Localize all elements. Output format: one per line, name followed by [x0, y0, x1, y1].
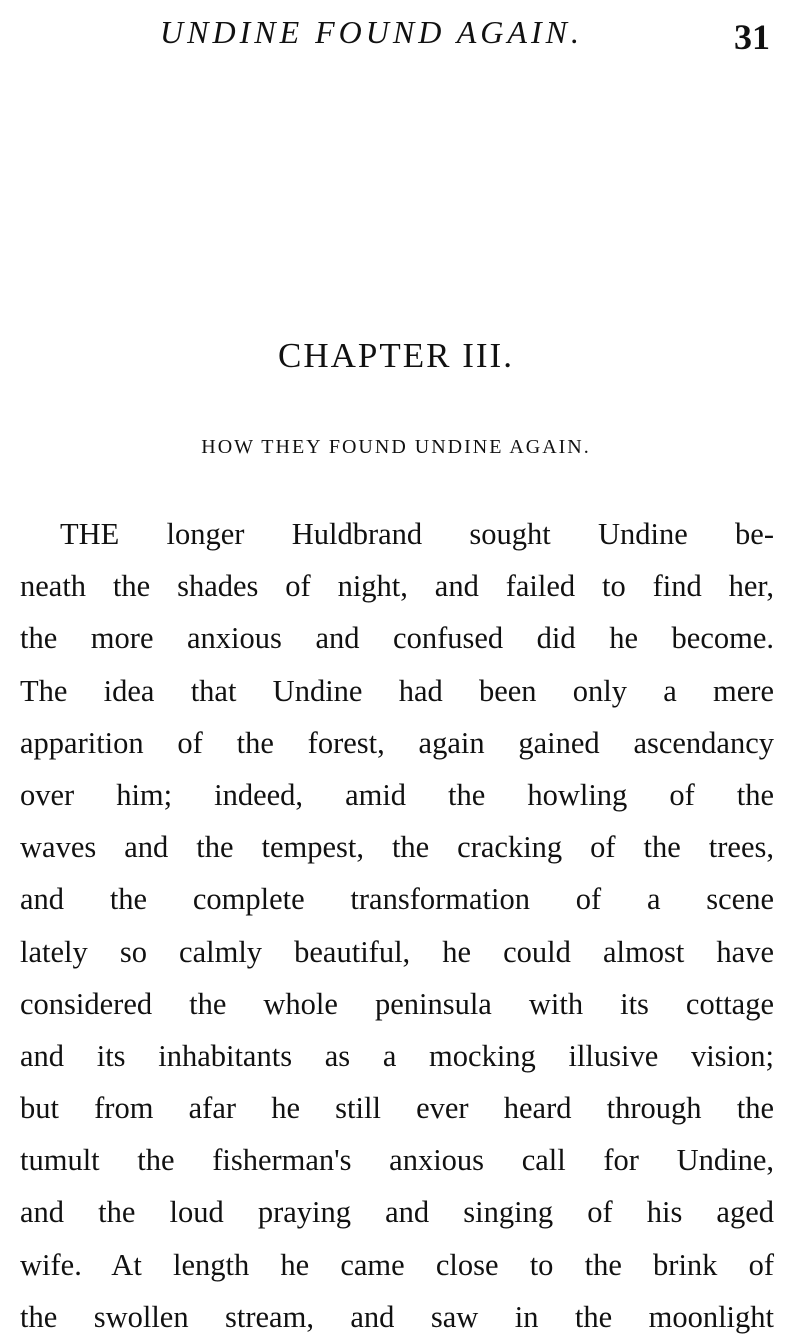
- text-line: waves and the tempest, the cracking of the trees,: [20, 830, 774, 865]
- running-head: [0, 14, 792, 58]
- text-line: and the loud praying and singing of his aged: [20, 1195, 774, 1230]
- text-line: lately so calmly beautiful, he could almost have: [20, 934, 774, 969]
- text-line: apparition of the forest, again gained ascendancy: [20, 725, 774, 760]
- page-number: 31: [734, 17, 770, 57]
- chapter-subtitle: HOW THEY FOUND UNDINE AGAIN.: [201, 436, 591, 458]
- text-line: the more anxious and confused did he become.: [20, 621, 774, 656]
- text-line: The idea that Undine had been only a mere: [20, 673, 774, 708]
- text-line: wife. At length he came close to the brink of: [20, 1247, 774, 1282]
- text-line: considered the whole peninsula with its cottage: [20, 986, 774, 1021]
- text-line: over him; indeed, amid the howling of the: [20, 777, 774, 812]
- text-line: THE longer Huldbrand sought Undine be-: [60, 517, 774, 551]
- text-line: and its inhabitants as a mocking illusive vision;: [20, 1038, 774, 1073]
- running-title: UNDINE FOUND AGAIN.: [160, 14, 583, 50]
- text-line: tumult the fisherman's anxious call for Undine,: [20, 1143, 774, 1178]
- text-line: the swollen stream, and saw in the moonlight: [20, 1299, 774, 1334]
- text-line: and the complete transformation of a scene: [20, 882, 774, 917]
- body-paragraph: [20, 508, 774, 1343]
- chapter-heading: CHAPTER III.: [278, 336, 514, 375]
- text-line: but from afar he still ever heard through the: [20, 1091, 774, 1126]
- text-line: neath the shades of night, and failed to find her,: [20, 569, 774, 604]
